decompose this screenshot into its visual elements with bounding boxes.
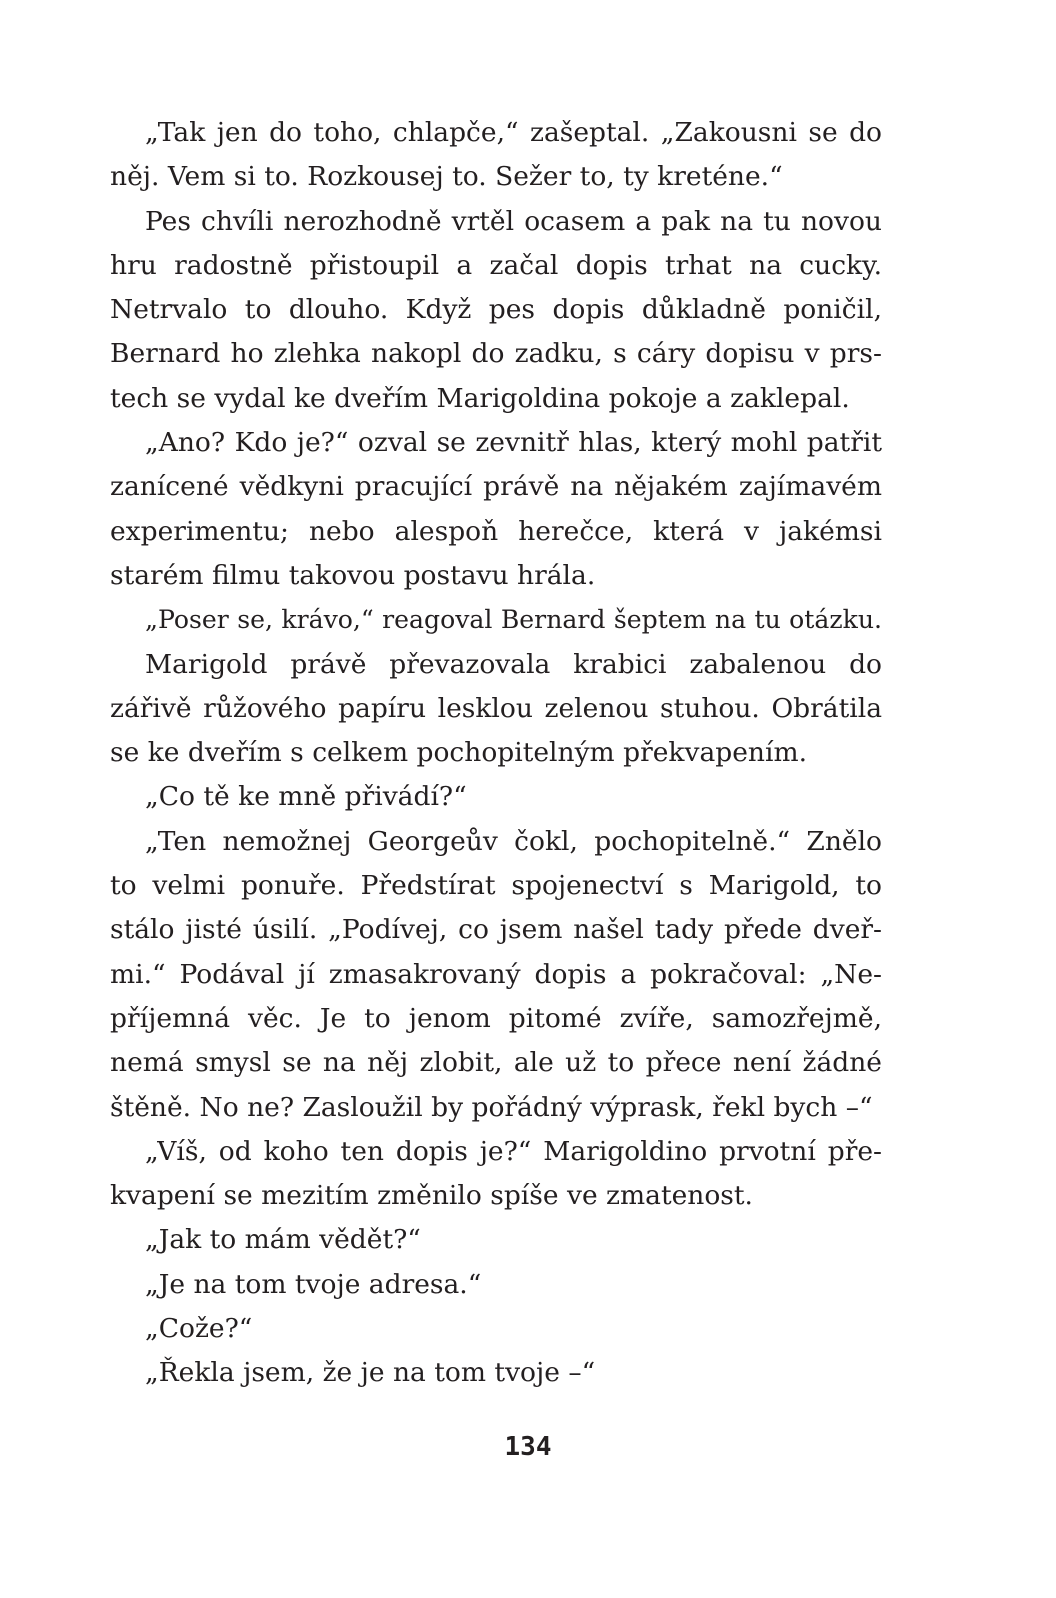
text-line: „Cože?“ <box>145 1313 253 1345</box>
text-line: Marigold právě převazovala krabici zabalenou do <box>145 648 882 680</box>
text-line: „Jak to mám vědět?“ <box>145 1224 421 1256</box>
text-line: příjemná věc. Je to jenom pitomé zvíře, samozřejmě, <box>110 1002 882 1034</box>
text-line: se ke dveřím s celkem pochopitelným překvapením. <box>110 737 807 769</box>
text-line: nemá smysl se na něj zlobit, ale už to přece není žádné <box>110 1047 882 1079</box>
text-line: „Ano? Kdo je?“ ozval se zevnitř hlas, který mohl patřit <box>145 427 882 459</box>
text-line: štěně. No ne? Zasloužil by pořádný výprask, řekl bych –“ <box>110 1091 873 1123</box>
text-line: „Řekla jsem, že je na tom tvoje –“ <box>145 1357 596 1389</box>
text-line: „Poser se, krávo,“ reagoval Bernard šeptem na tu otázku. <box>145 605 882 635</box>
text-line: „Ten nemožnej Georgeův čokl, pochopitelně.“ Znělo <box>145 825 882 857</box>
text-line: starém filmu takovou postavu hrála. <box>110 559 596 591</box>
text-line: zanícené vědkyni pracující právě na nějakém zajímavém <box>110 471 882 503</box>
text-line: „Víš, od koho ten dopis je?“ Marigoldino prvotní pře- <box>145 1135 882 1167</box>
text-line: Bernard ho zlehka nakopl do zadku, s cáry dopisu v prs- <box>110 338 882 370</box>
text-line: kvapení se mezitím změnilo spíše ve zmatenost. <box>110 1180 753 1212</box>
text-line: zářivě růžového papíru lesklou zelenou stuhou. Obrátila <box>110 692 882 724</box>
text-line: Pes chvíli nerozhodně vrtěl ocasem a pak na tu novou <box>145 205 882 237</box>
text-line: experimentu; nebo alespoň herečce, která v jakémsi <box>110 515 882 547</box>
text-line: něj. Vem si to. Rozkousej to. Sežer to, ty kreténe.“ <box>110 161 783 193</box>
text-line: stálo jisté úsilí. „Podívej, co jsem našel tady přede dveř- <box>110 914 882 946</box>
text-line: „Tak jen do toho, chlapče,“ zašeptal. „Zakousni se do <box>145 117 882 148</box>
body-text <box>110 111 882 1396</box>
text-line: hru radostně přistoupil a začal dopis trhat na cucky. <box>110 249 882 281</box>
text-line: Netrvalo to dlouho. Když pes dopis důkladně poničil, <box>110 294 882 326</box>
text-line: to velmi ponuře. Předstírat spojenectví s Marigold, to <box>110 870 882 902</box>
text-line: „Co tě ke mně přivádí?“ <box>145 781 467 813</box>
text-line: mi.“ Podával jí zmasakrovaný dopis a pokračoval: „Ne- <box>110 958 882 990</box>
text-line: „Je na tom tvoje adresa.“ <box>145 1268 482 1300</box>
text-line: tech se vydal ke dveřím Marigoldina pokoje a zaklepal. <box>110 382 850 414</box>
page-number: 134 <box>504 1432 552 1462</box>
